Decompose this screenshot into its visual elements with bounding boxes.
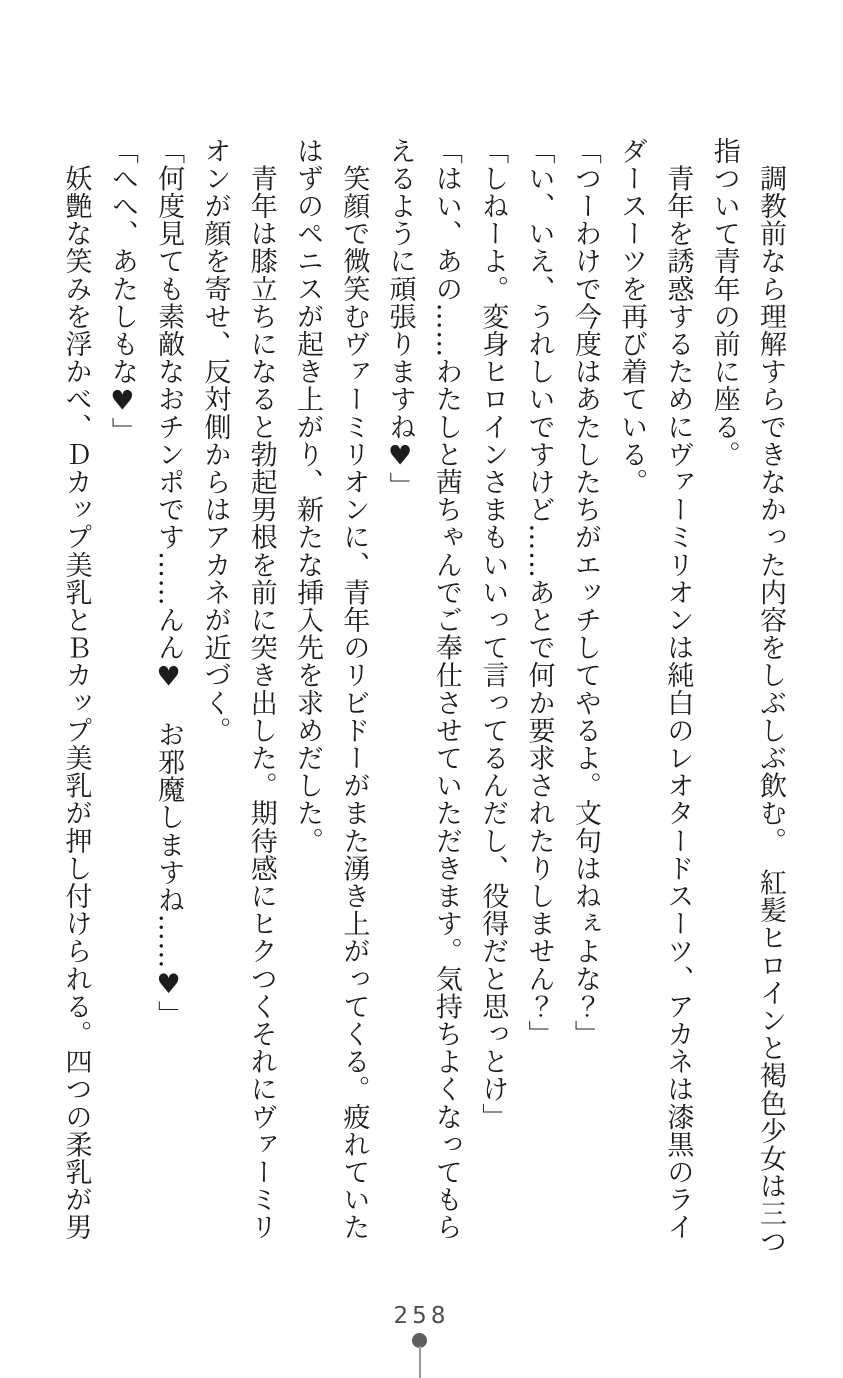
page-number: 258 <box>393 1303 450 1329</box>
text-line: 調教前なら理解すらできなかった内容をしぶしぶ飲む。 紅髪ヒロインと褐色少女は三つ <box>755 137 786 1256</box>
text-line: 妖艶な笑みを浮かべ、Ｄカップ美乳とＢカップ美乳が押し付けられる。四つの柔乳が男 <box>60 137 92 1241</box>
text-line: 指ついて青年の前に座る。 <box>708 137 740 469</box>
body-text-block <box>51 137 793 1277</box>
text-line: ダースーツを再び着ている。 <box>616 137 648 496</box>
text-line: 青年を誘惑するためにヴァーミリオンは純白のレオタードスーツ、アカネは漆黒のライ <box>662 137 694 1241</box>
text-line: 「い、いえ、うれしいですけど……あとで何か要求されたりしません？」 <box>523 137 555 1048</box>
text-line: 青年は膝立ちになると勃起男根を前に突き出した。期待感にヒクつくそれにヴァーミリ <box>245 137 277 1241</box>
page-marker-stem <box>419 1346 421 1378</box>
text-line: 「つーわけで今度はあたしたちがエッチしてやるよ。文句はねぇよな？」 <box>569 137 601 1048</box>
text-line: オンが顔を寄せ、反対側からはアカネが近づく。 <box>199 137 231 745</box>
text-line: えるように頑張りますね♥」 <box>384 137 416 500</box>
text-line: 「しねーよ。変身ヒロインさまもいいって言ってるんだし、役得だと思っとけ」 <box>477 137 509 1131</box>
text-line: 「へへ、あたしもな♥」 <box>106 137 138 445</box>
text-line: はずのペニスが起き上がり、新たな挿入先を求めだした。 <box>292 137 324 855</box>
text-line: 「はい、あの……わたしと茜ちゃんでご奉仕させていただきます。気持ちよくなってもら <box>430 137 462 1241</box>
text-line: 笑顔で微笑むヴァーミリオンに、青年のリビドーがまた湧き上がってくる。疲れていた <box>338 137 370 1241</box>
text-line: 「何度見ても素敵なおチンポです……んん♥ お邪魔しますね……♥」 <box>153 137 185 1029</box>
